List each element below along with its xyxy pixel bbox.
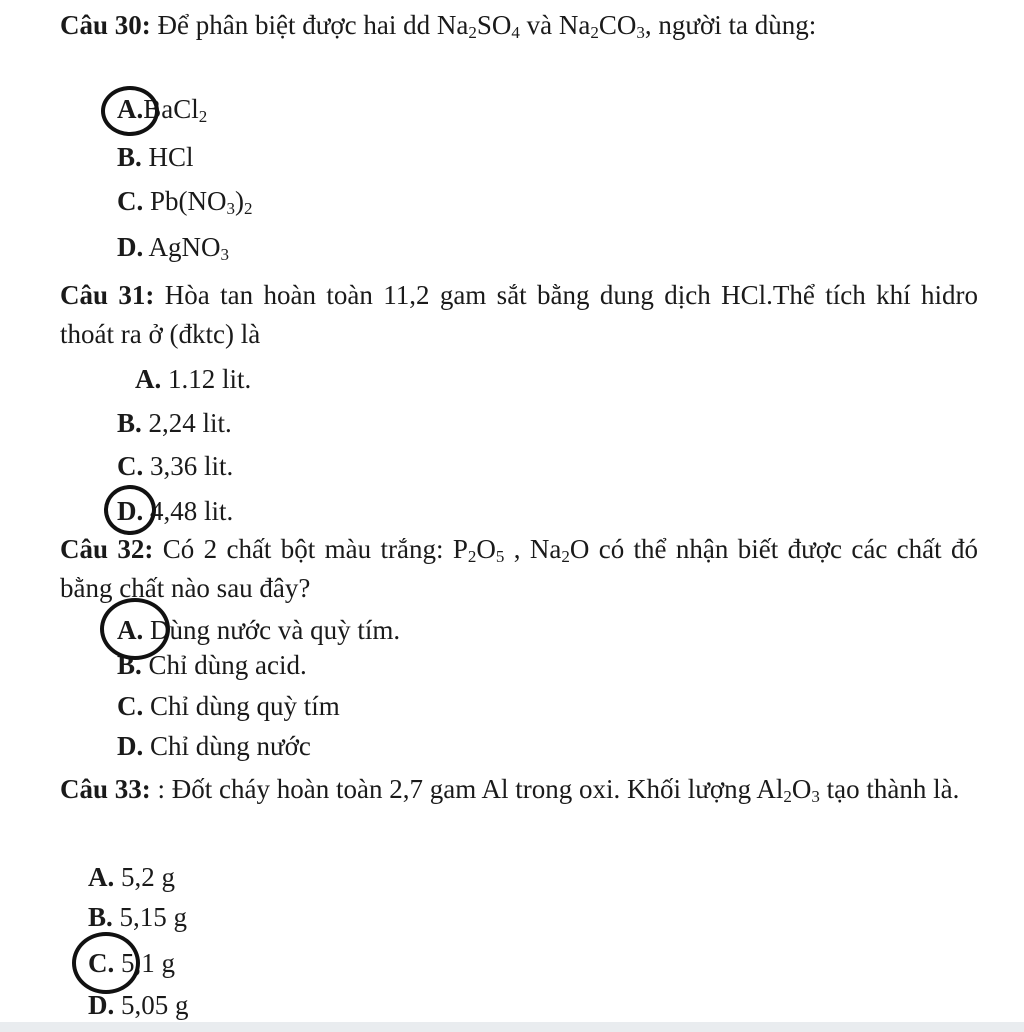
option-33-b[interactable]: B. 5,15 g (88, 902, 188, 932)
question-33: Câu 33: : Đốt cháy hoàn toàn 2,7 gam Al trong oxi. Khối lượng $Al_2O_3$ tạo thành là. (60, 774, 960, 806)
option-32-c[interactable]: C. Chỉ dùng quỳ tím (117, 691, 340, 721)
option-33-c[interactable]: C. 5,1 g (88, 948, 175, 978)
question-label: Câu 33: (60, 774, 151, 804)
option-31-a[interactable]: A. 1.12 lit. (135, 364, 252, 394)
option-33-a[interactable]: A. 5,2 g (88, 862, 175, 892)
option-33-d[interactable]: D. 5,05 g (88, 990, 189, 1020)
option-32-d[interactable]: D. Chỉ dùng nước (117, 731, 311, 761)
question-label: Câu 30: (60, 10, 151, 40)
option-30-b[interactable]: B. HCl (117, 142, 194, 172)
option-31-c[interactable]: C. 3,36 lit. (117, 451, 234, 481)
option-30-a[interactable]: A.BaCl$_2$ (117, 94, 208, 126)
option-30-d[interactable]: D. AgNO$_3$ (117, 232, 230, 264)
question-32: Câu 32: Có 2 chất bột màu trắng: $P_2O_5$ , $Na_2O$ có thể nhận biết được các chất đó bằng chất nào sau đây? (60, 534, 978, 603)
bottom-strip (0, 1022, 1024, 1032)
option-32-b[interactable]: B. Chỉ dùng acid. (117, 650, 307, 680)
option-31-d[interactable]: D. 4,48 lit. (117, 496, 234, 526)
question-label: Câu 31: (60, 280, 155, 310)
option-32-a[interactable]: A. Dùng nước và quỳ tím. (117, 615, 401, 645)
question-label: Câu 32: (60, 534, 154, 564)
option-31-b[interactable]: B. 2,24 lit. (117, 408, 232, 438)
question-30: Câu 30: Để phân biệt được hai dd $Na_2SO_4$ và $Na_2CO_3$, người ta dùng: (60, 10, 817, 42)
option-30-c[interactable]: C. $Pb(NO_3)_2$ (117, 186, 253, 218)
question-31: Câu 31: Hòa tan hoàn toàn 11,2 gam sắt bằng dung dịch HCl.Thể tích khí hidro thoát ra ở (đktc) là (60, 280, 978, 349)
